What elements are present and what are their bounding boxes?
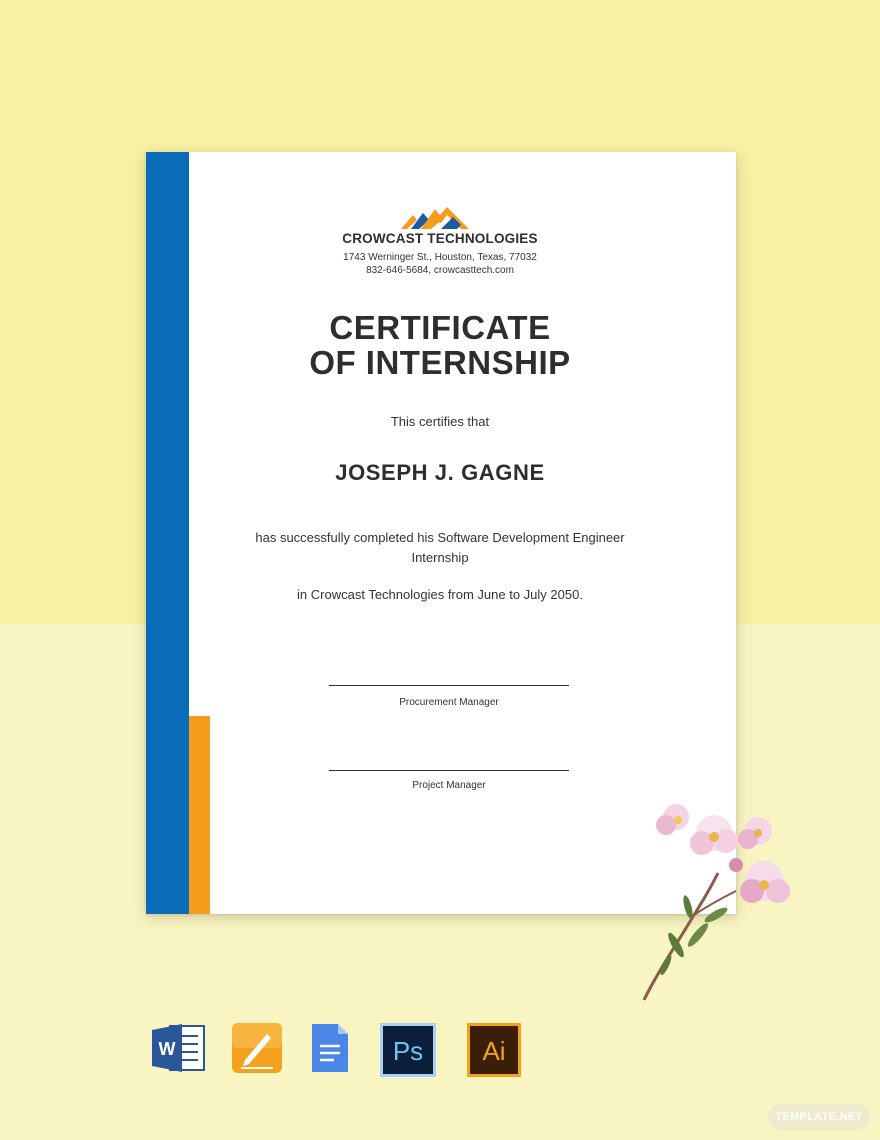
photoshop-icon[interactable] [379,1022,437,1078]
app-icon-row [150,1022,530,1078]
recipient-name: JOSEPH J. GAGNE [335,460,545,485]
flower-sprig-icon [636,795,806,1010]
signature-line-project [329,770,569,771]
illustrator-icon-label: Ai [482,1036,506,1066]
company-name: CROWCAST TECHNOLOGIES [342,231,538,246]
word-icon-label: W [158,1039,176,1059]
certificate-title-line2: OF INTERNSHIP [309,344,571,381]
signature-label-project: Project Manager [412,780,486,791]
certifies-text: This certifies that [390,414,490,429]
illustrator-icon[interactable] [466,1022,522,1078]
pages-icon[interactable] [231,1022,283,1074]
company-address: 1743 Werninger St., Houston, Texas, 77032 [343,252,537,263]
google-docs-icon[interactable] [310,1022,350,1074]
signature-label-procurement: Procurement Manager [399,697,499,708]
signature-line-procurement [329,685,569,686]
certificate-title-line1: CERTIFICATE [329,309,551,346]
description-text-line2: in Crowcast Technologies from June to July 2050. [297,587,583,602]
word-icon[interactable] [150,1022,208,1074]
description-text: has successfully completed his Software Development Engineer Internship [255,530,625,565]
photoshop-icon-label: Ps [392,1036,424,1066]
company-contact: 832-646-5684, crowcasttech.com [366,265,514,276]
company-logo-icon [401,207,469,229]
watermark-badge: TEMPLATE.NET [768,1104,870,1130]
